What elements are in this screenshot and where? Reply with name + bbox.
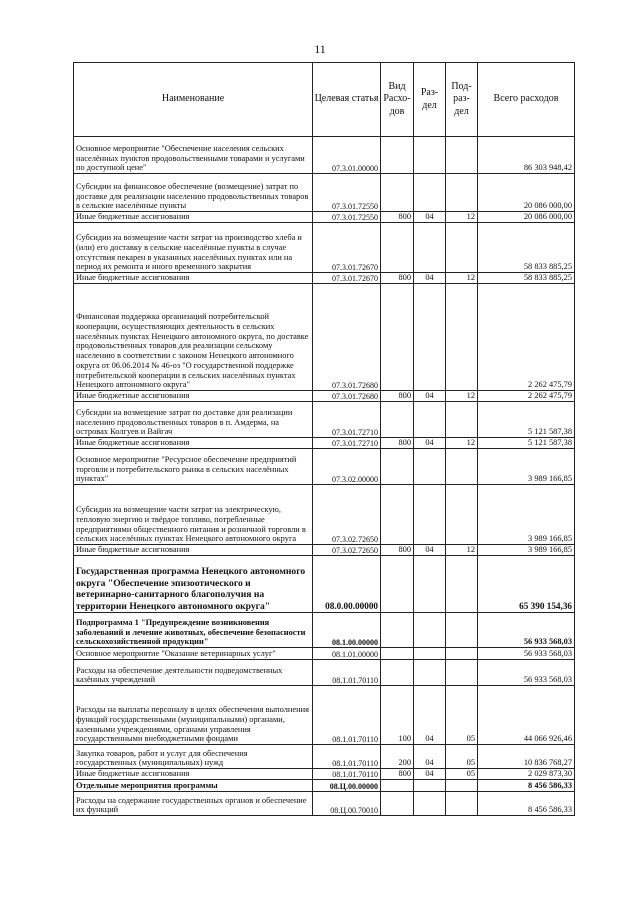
table-row — [74, 212, 575, 223]
row-name: Иные бюджетные ассигнования — [74, 273, 313, 284]
row-expense-kind: 800 — [381, 545, 414, 556]
row-expense-kind — [381, 137, 414, 174]
row-subsection — [446, 174, 478, 212]
row-expense-kind: 800 — [381, 391, 414, 402]
row-total: 56 933 568,03 — [478, 660, 575, 686]
row-total: 20 086 000,00 — [478, 174, 575, 212]
row-section — [414, 613, 446, 648]
budget-table — [73, 62, 575, 816]
row-target-code: 08.1.01.70110 — [313, 745, 381, 769]
page-number: 11 — [314, 42, 326, 56]
row-total: 8 456 586,33 — [478, 780, 575, 792]
row-total: 3 989 166,85 — [478, 449, 575, 485]
row-section — [414, 284, 446, 391]
row-total: 56 933 568,03 — [478, 648, 575, 660]
table-row — [74, 648, 575, 660]
row-subsection — [446, 485, 478, 545]
row-name: Иные бюджетные ассигнования — [74, 212, 313, 223]
row-section — [414, 223, 446, 273]
row-name: Расходы на содержание государственных органов и обеспечение их функций — [74, 792, 313, 816]
row-section: 04 — [414, 686, 446, 745]
row-name: Основное мероприятие "Обеспечение населения сельских населённых пунктов продовольственными товарами и услугами по доступной цене" — [74, 137, 313, 174]
row-subsection — [446, 449, 478, 485]
row-section — [414, 137, 446, 174]
row-subsection — [446, 648, 478, 660]
table-row — [74, 273, 575, 284]
row-subsection — [446, 223, 478, 273]
row-section: 04 — [414, 545, 446, 556]
row-section — [414, 485, 446, 545]
row-expense-kind — [381, 780, 414, 792]
header-target: Целевая статья — [313, 63, 381, 137]
row-expense-kind — [381, 174, 414, 212]
row-target-code: 08.Ц.00.00000 — [313, 780, 381, 792]
header-name: Наименование — [74, 63, 313, 137]
row-expense-kind — [381, 485, 414, 545]
table-row — [74, 284, 575, 391]
table-row — [74, 745, 575, 769]
row-target-code: 07.3.02.72650 — [313, 545, 381, 556]
row-expense-kind — [381, 660, 414, 686]
row-subsection — [446, 780, 478, 792]
row-name: Иные бюджетные ассигнования — [74, 769, 313, 780]
header-section: Раз-дел — [414, 63, 446, 137]
table-row — [74, 769, 575, 780]
header-subsection: Под-раз-дел — [446, 63, 478, 137]
table-row — [74, 613, 575, 648]
row-total: 2 262 475,79 — [478, 284, 575, 391]
row-expense-kind: 800 — [381, 212, 414, 223]
table-row — [74, 660, 575, 686]
row-subsection: 05 — [446, 769, 478, 780]
row-name: Подпрограмма 1 "Предупреждение возникновения заболеваний и лечение животных, обеспечение безопасности сельскохозяйственной продукции" — [74, 613, 313, 648]
row-name: Основное мероприятие "Ресурсное обеспечение предприятий торговли и потребительского рынка в сельских населённых пунктах" — [74, 449, 313, 485]
row-expense-kind: 800 — [381, 769, 414, 780]
row-subsection: 12 — [446, 273, 478, 284]
row-target-code: 08.0.00.00000 — [313, 556, 381, 613]
row-target-code: 07.3.02.00000 — [313, 449, 381, 485]
row-name: Закупка товаров, работ и услуг для обеспечения государственных (муниципальных) нужд — [74, 745, 313, 769]
row-expense-kind: 800 — [381, 438, 414, 449]
row-section: 04 — [414, 769, 446, 780]
table-header — [74, 63, 575, 137]
row-target-code: 07.3.01.72680 — [313, 284, 381, 391]
row-total: 2 029 873,30 — [478, 769, 575, 780]
table-row — [74, 223, 575, 273]
header-total: Всего расходов — [478, 63, 575, 137]
row-subsection — [446, 137, 478, 174]
row-expense-kind: 200 — [381, 745, 414, 769]
row-target-code: 08.1.00.00000 — [313, 613, 381, 648]
row-name: Расходы на обеспечение деятельности подведомственных казённых учреждений — [74, 660, 313, 686]
row-name: Иные бюджетные ассигнования — [74, 391, 313, 402]
row-subsection — [446, 284, 478, 391]
row-name: Расходы на выплаты персоналу в целях обеспечения выполнения функций государственными (муниципальными) органами, казенными учреждениями, органами управления государственными внебюджетными фондами — [74, 686, 313, 745]
row-total: 58 833 885,25 — [478, 273, 575, 284]
row-name: Государственная программа Ненецкого автономного округа "Обеспечение эпизоотического и ветеринарно-санитарного благополучия на территории Ненецкого автономного округа" — [74, 556, 313, 613]
row-total: 5 121 587,38 — [478, 438, 575, 449]
row-target-code: 07.3.01.72710 — [313, 438, 381, 449]
row-target-code: 07.3.01.72670 — [313, 223, 381, 273]
table-row — [74, 556, 575, 613]
table-row — [74, 438, 575, 449]
row-section: 04 — [414, 273, 446, 284]
row-name: Отдельные мероприятия программы — [74, 780, 313, 792]
row-expense-kind — [381, 613, 414, 648]
row-total: 20 086 000,00 — [478, 212, 575, 223]
row-total: 3 989 166,85 — [478, 545, 575, 556]
row-section — [414, 648, 446, 660]
row-section — [414, 780, 446, 792]
table-row — [74, 402, 575, 438]
row-target-code: 07.3.01.72680 — [313, 391, 381, 402]
row-expense-kind — [381, 648, 414, 660]
header-kind: Вид Расхо-дов — [381, 63, 414, 137]
row-subsection: 12 — [446, 545, 478, 556]
row-target-code: 07.3.01.72550 — [313, 174, 381, 212]
row-section: 04 — [414, 745, 446, 769]
row-total: 8 456 586,33 — [478, 792, 575, 816]
table-row — [74, 485, 575, 545]
row-subsection: 12 — [446, 391, 478, 402]
row-subsection — [446, 402, 478, 438]
row-total: 86 303 948,42 — [478, 137, 575, 174]
row-name: Субсидии на возмещение затрат по доставке для реализации населению продовольственных товаров в п. Амдерма, на островах Колгуев и Вайгач — [74, 402, 313, 438]
row-total: 3 989 166,85 — [478, 485, 575, 545]
row-subsection — [446, 792, 478, 816]
row-target-code: 07.3.01.72710 — [313, 402, 381, 438]
row-name: Субсидии на возмещение части затрат на производство хлеба и (или) его доставку в сельские населённые пункты в случае отсутствия пекарен в указанных населённых пунктах или на период их ремонта и иного временного закрытия — [74, 223, 313, 273]
row-section — [414, 449, 446, 485]
row-name: Субсидии на финансовое обеспечение (возмещение) затрат по доставке для реализации населению продовольственных товаров в сельские населённые пункты — [74, 174, 313, 212]
row-target-code: 07.3.02.72650 — [313, 485, 381, 545]
row-expense-kind — [381, 449, 414, 485]
row-subsection: 12 — [446, 212, 478, 223]
row-section: 04 — [414, 212, 446, 223]
row-expense-kind — [381, 402, 414, 438]
row-target-code: 07.3.01.72670 — [313, 273, 381, 284]
table-row — [74, 449, 575, 485]
row-expense-kind: 800 — [381, 273, 414, 284]
row-subsection — [446, 556, 478, 613]
row-name: Иные бюджетные ассигнования — [74, 438, 313, 449]
row-section — [414, 174, 446, 212]
row-expense-kind — [381, 556, 414, 613]
row-section — [414, 792, 446, 816]
row-expense-kind — [381, 223, 414, 273]
table-row — [74, 391, 575, 402]
row-subsection — [446, 613, 478, 648]
row-section — [414, 402, 446, 438]
row-total: 44 066 926,46 — [478, 686, 575, 745]
table-row — [74, 792, 575, 816]
row-expense-kind: 100 — [381, 686, 414, 745]
table-row — [74, 137, 575, 174]
row-total: 5 121 587,38 — [478, 402, 575, 438]
row-subsection — [446, 660, 478, 686]
row-total: 56 933 568,03 — [478, 613, 575, 648]
row-target-code: 08.Ц.00.70010 — [313, 792, 381, 816]
row-subsection: 05 — [446, 745, 478, 769]
row-name: Основное мероприятие "Оказание ветеринарных услуг" — [74, 648, 313, 660]
row-target-code: 08.1.01.70110 — [313, 686, 381, 745]
row-name: Субсидии на возмещение части затрат на электрическую, тепловую энергию и твёрдое топливо, потребленные предприятиями общественного питания и розничной торговли в сельских населённых пунктах Ненецкого автономного округа — [74, 485, 313, 545]
row-subsection: 05 — [446, 686, 478, 745]
row-target-code: 08.1.01.70110 — [313, 660, 381, 686]
row-subsection: 12 — [446, 438, 478, 449]
row-name: Иные бюджетные ассигнования — [74, 545, 313, 556]
row-section — [414, 660, 446, 686]
table-row — [74, 545, 575, 556]
table-row — [74, 686, 575, 745]
row-total: 58 833 885,25 — [478, 223, 575, 273]
row-name: Финансовая поддержка организаций потребительской кооперации, осуществляющих деятельность в сельских населённых пунктах Ненецкого автономного округа, по доставке продовольственных товаров для реализации сельскому населению в соответствии с законом Ненецкого автономного округа от 06.06.2014 № 46-оз "О государственной поддержке потребительской кооперации в сельских населённых пунктах Ненецкого автономного округа" — [74, 284, 313, 391]
row-section: 04 — [414, 391, 446, 402]
row-total: 2 262 475,79 — [478, 391, 575, 402]
row-expense-kind — [381, 792, 414, 816]
row-section — [414, 556, 446, 613]
row-target-code: 07.3.01.72550 — [313, 212, 381, 223]
table-row — [74, 174, 575, 212]
table-row — [74, 780, 575, 792]
row-target-code: 07.3.01.00000 — [313, 137, 381, 174]
row-total: 65 390 154,36 — [478, 556, 575, 613]
row-target-code: 08.1.01.70110 — [313, 769, 381, 780]
row-expense-kind — [381, 284, 414, 391]
row-total: 10 836 768,27 — [478, 745, 575, 769]
row-target-code: 08.1.01.00000 — [313, 648, 381, 660]
row-section: 04 — [414, 438, 446, 449]
